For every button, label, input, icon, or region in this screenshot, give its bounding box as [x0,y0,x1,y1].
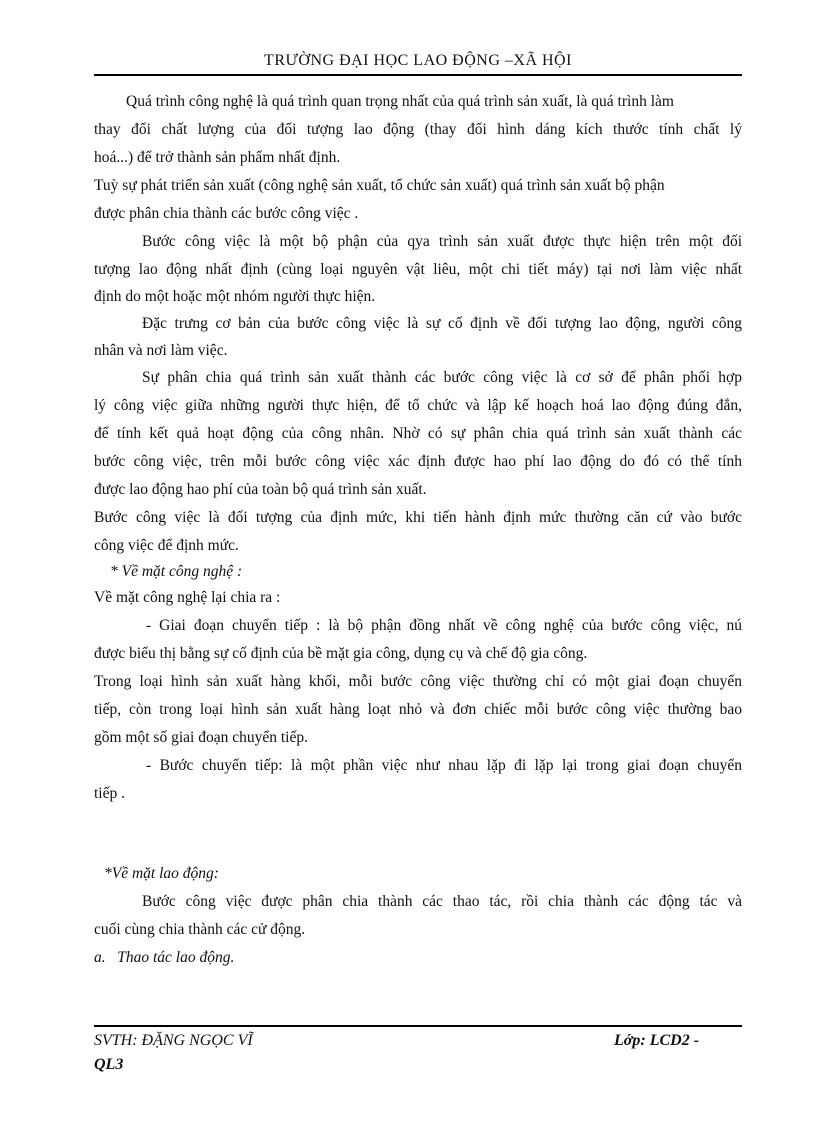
section-heading-technology: * Về mặt công nghệ : [110,563,243,580]
text-line: định do một hoặc một nhóm người thực hiện. [94,288,376,305]
page-header: TRƯỜNG ĐẠI HỌC LAO ĐỘNG –XÃ HỘI [264,52,572,69]
text-line: tiếp . [94,785,125,802]
text-line: tượng lao động nhất định (cùng loại nguyên vật liêu, một chi tiết máy) tại nơi làm việc nhất [94,261,742,278]
footer-class-value: LCD2 - [649,1032,700,1049]
text-line: cuối cùng chia thành các cử động. [94,921,306,938]
footer-student: SVTH: ĐẶNG NGỌC VĨ [94,1032,253,1049]
text-line: hoá...) để trở thành sản phẩm nhất định. [94,149,341,166]
section-heading-labor: *Về mặt lao động: [104,865,219,882]
text-line: Về mặt công nghệ lại chia ra : [94,589,281,606]
text-line: - Giai đoạn chuyển tiếp : là bộ phận đồng nhất về công nghệ của bước công việc, nú [146,617,742,634]
text-line: bước công việc, trên mỗi bước công việc xác định được hao phí lao động do đó có thể tính [94,453,742,470]
footer-divider [94,1025,742,1027]
footer-class [614,1032,699,1050]
text-line: Bước công việc được phân chia thành các thao tác, rồi chia thành các động tác và [142,893,742,910]
text-line: Sự phân chia quá trình sản xuất thành các bước công việc là cơ sở để phân phối hợp [142,369,742,386]
text-line: Đặc trưng cơ bản của bước công việc là sự cố định về đối tượng lao động, người công [142,315,742,332]
text-line: - Bước chuyển tiếp: là một phần việc như nhau lặp đi lặp lại trong giai đoạn chuyển [146,757,742,774]
text-line: tiếp, còn trong loại hình sản xuất hàng loạt nhỏ và đơn chiếc mỗi bước công việc thường bao [94,701,742,718]
text-line: để tính kết quả hoạt động của công nhân. Nhờ có sự phân chia quá trình sản xuất thành các [94,425,742,442]
text-line: Bước công việc là đối tượng của định mức, khi tiến hành định mức thường căn cứ vào bước [94,509,742,526]
text-line: lý công việc giữa những người thực hiện, để tổ chức và lập kế hoạch hoá lao động đúng đắn, [94,397,742,414]
text-line: được lao động hao phí của toàn bộ quá trình sản xuất. [94,481,427,498]
text-line: Trong loại hình sản xuất hàng khối, mỗi bước công việc thường chỉ có một giai đoạn chuyển [94,673,742,690]
text-line: được biểu thị bằng sự cố định của bề mặt gia công, dụng cụ và chế độ gia công. [94,645,588,662]
text-line: thay đổi chất lượng của đối tượng lao động (thay đổi hình dáng kích thước tính chất lý [94,121,742,138]
text-line: được phân chia thành các bước công việc . [94,205,359,222]
text-line: Tuỳ sự phát triển sản xuất (công nghệ sản xuất, tổ chức sản xuất) quá trình sản xuất bộ phận [94,177,665,194]
footer-class-label: Lớp: [614,1032,646,1049]
text-line: Bước công việc là một bộ phận của qya trình sản xuất được thực hiện trên một đối [142,233,742,250]
text-line: nhân và nơi làm việc. [94,342,228,359]
footer-class-continued: QL3 [94,1056,124,1073]
subsection-heading: a. Thao tác lao động. [94,949,235,966]
text-line: công việc để định mức. [94,537,239,554]
text-line: gồm một số giai đoạn chuyển tiếp. [94,729,308,746]
text-line: Quá trình công nghệ là quá trình quan trọng nhất của quá trình sản xuất, là quá trình làm [126,93,674,110]
header-divider [94,74,742,76]
